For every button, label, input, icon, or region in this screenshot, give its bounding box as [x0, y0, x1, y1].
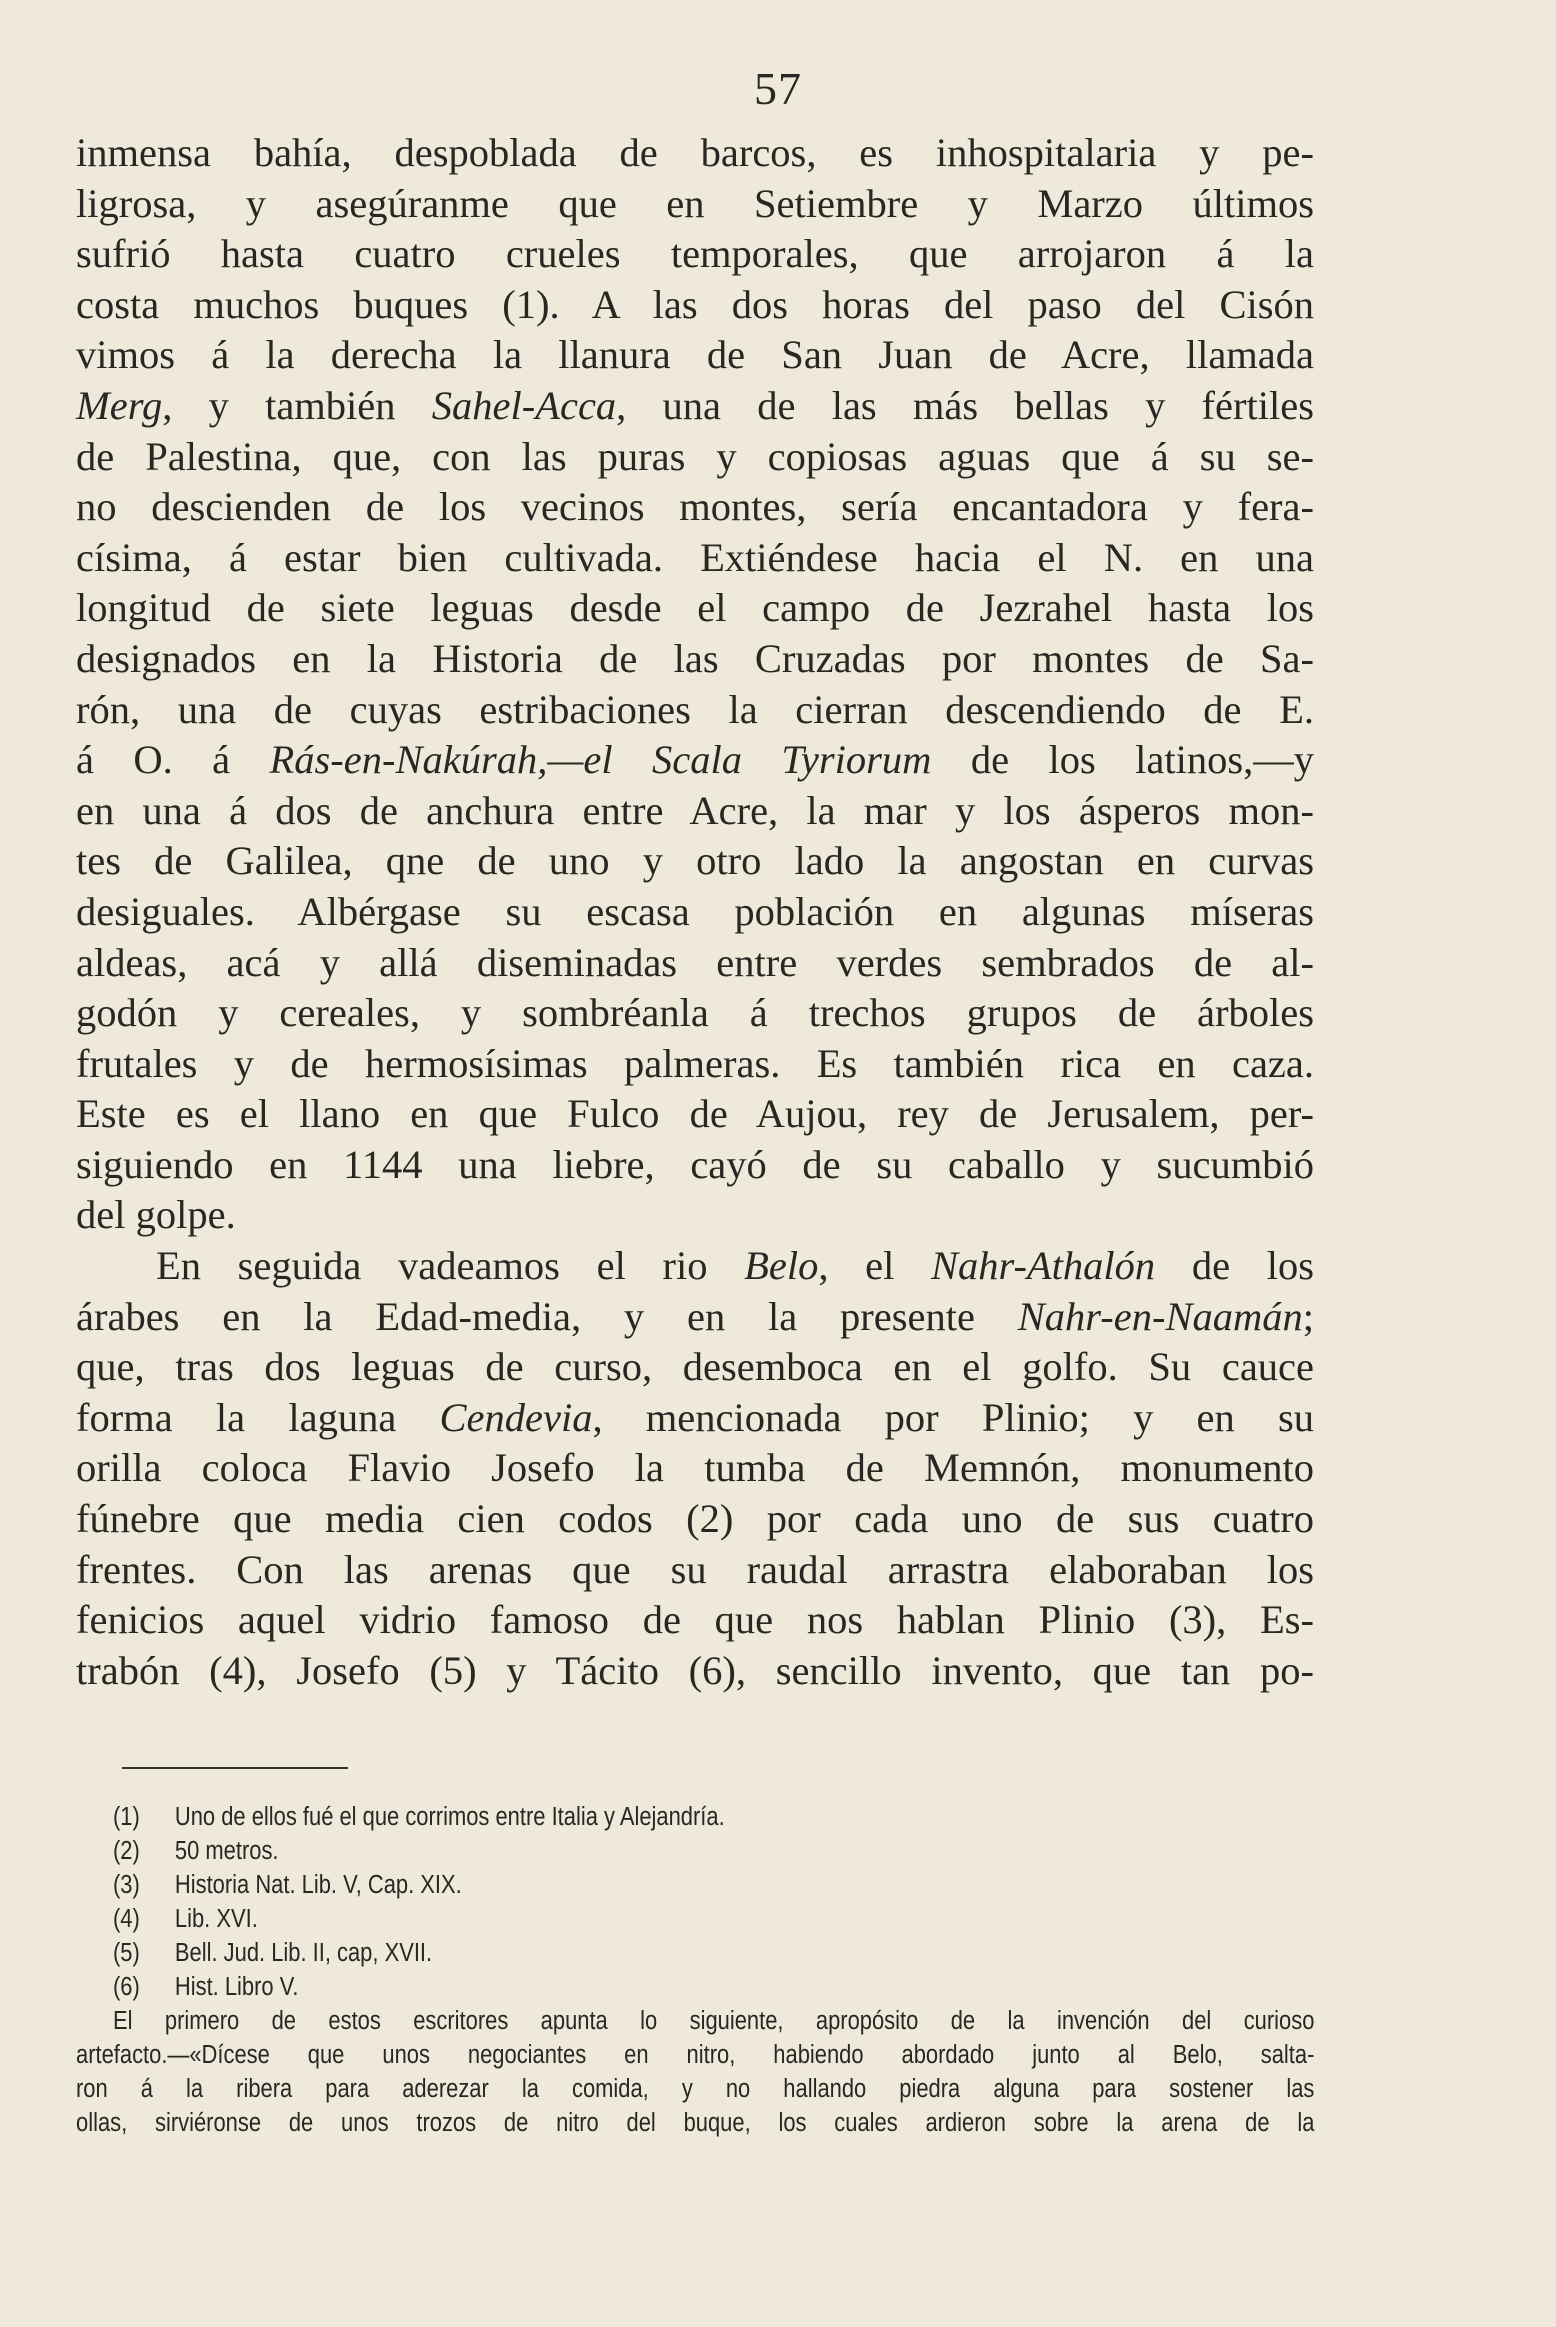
- italic-term: Belo: [744, 1243, 819, 1289]
- text-line: no descienden de los vecinos montes, sería encantadora y fera-: [76, 484, 1314, 530]
- text-line: [76, 1241, 1314, 1292]
- text-line: del golpe.: [76, 1192, 236, 1238]
- text-line: vimos á la derecha la llanura de San Juan de Acre, llamada: [76, 332, 1314, 378]
- text-line: frentes. Con las arenas que su raudal arrastra elaboraban los: [76, 1546, 1314, 1592]
- body-text: [76, 128, 1314, 1696]
- text-segment: , y también: [162, 382, 432, 428]
- footnote-text: Lib. XVI.: [174, 1905, 258, 1933]
- footnote-text: Hist. Libro V.: [174, 1973, 299, 2001]
- note-line: ollas, sirviéronse de unos trozos de nitro del buque, los cuales ardieron sobre la arena de la: [76, 2109, 1315, 2137]
- text-line: trabón (4), Josefo (5) y Tácito (6), sencillo invento, que tan po-: [76, 1647, 1314, 1693]
- footnote-number: (5): [112, 1939, 140, 1967]
- italic-term: Cendevia: [439, 1394, 593, 1440]
- note-line: artefacto.—«Dícese que unos negociantes en nitro, habiendo abordado junto al Belo, salta-: [76, 2041, 1315, 2069]
- text-line: ligrosa, y asegúranme que en Setiembre y Marzo últimos: [76, 180, 1314, 226]
- text-line: costa muchos buques (1). A las dos horas del paso del Cisón: [76, 281, 1314, 327]
- text-line: que, tras dos leguas de curso, desemboca en el golfo. Su cauce: [76, 1344, 1314, 1390]
- italic-term: Sahel-Acca: [431, 382, 617, 428]
- text-segment: forma la laguna: [76, 1394, 440, 1440]
- text-line: frutales y de hermosísimas palmeras. Es también rica en caza.: [76, 1040, 1314, 1086]
- text-segment: árabes en la Edad-media, y en la presente: [76, 1293, 1018, 1339]
- footnote: [76, 1936, 1141, 1970]
- footnote: [76, 1868, 1141, 1902]
- footnote-number: (4): [112, 1905, 140, 1933]
- italic-term: Nahr-Athalón: [930, 1243, 1156, 1289]
- footnote-divider: [122, 1767, 348, 1769]
- text-line: designados en la Historia de las Cruzadas por montes de Sa-: [76, 635, 1314, 681]
- text-line: siguiendo en 1144 una liebre, cayó de su caballo y sucumbió: [76, 1141, 1314, 1187]
- text-line: desiguales. Albérgase su escasa población en algunas míseras: [76, 888, 1314, 934]
- note-line: ron á la ribera para aderezar la comida, y no hallando piedra alguna para sostener las: [76, 2075, 1315, 2103]
- text-line: inmensa bahía, despoblada de barcos, es inhospitalaria y pe-: [76, 130, 1314, 175]
- text-line: Este es el llano en que Fulco de Aujou, rey de Jerusalem, per-: [76, 1091, 1314, 1137]
- footnote: [76, 1800, 1141, 1834]
- text-line: aldeas, acá y allá diseminadas entre verdes sembrados de al-: [76, 939, 1314, 985]
- footnotes: [76, 1800, 1315, 2140]
- text-segment: , una de las más bellas y fértiles: [616, 382, 1314, 428]
- text-line: sufrió hasta cuatro crueles temporales, que arrojaron á la: [76, 231, 1314, 277]
- footnote: [76, 1970, 1141, 2004]
- footnote-text: Uno de ellos fué el que corrimos entre Italia y Alejandría.: [174, 1803, 725, 1831]
- text-segment: ;: [1302, 1293, 1314, 1339]
- text-line: [76, 735, 1314, 786]
- text-line: longitud de siete leguas desde el campo de Jezrahel hasta los: [76, 585, 1314, 631]
- text-segment: En seguida vadeamos el rio: [156, 1243, 745, 1289]
- text-segment: de los latinos,—y: [931, 737, 1314, 783]
- note-line: El primero de estos escritores apunta lo siguiente, apropósito de la invención del curioso: [112, 2007, 1315, 2035]
- footnote-text: 50 metros.: [174, 1837, 279, 1865]
- text-segment: á O. á: [76, 737, 270, 783]
- text-line: [76, 1292, 1314, 1343]
- text-line: de Palestina, que, con las puras y copiosas aguas que á su se-: [76, 433, 1314, 479]
- text-line: fenicios aquel vidrio famoso de que nos hablan Plinio (3), Es-: [76, 1597, 1314, 1643]
- footnote-number: (3): [112, 1871, 140, 1899]
- footnote-number: (1): [112, 1803, 140, 1831]
- text-segment: , el: [818, 1243, 931, 1289]
- footnote-text: Historia Nat. Lib. V, Cap. XIX.: [174, 1871, 462, 1899]
- text-line: fúnebre que media cien codos (2) por cada uno de sus cuatro: [76, 1496, 1314, 1542]
- text-line: [76, 1393, 1314, 1444]
- page-number: 57: [754, 63, 802, 114]
- text-line: císima, á estar bien cultivada. Extiéndese hacia el N. en una: [76, 534, 1314, 580]
- text-line: rón, una de cuyas estribaciones la cierran descendiendo de E.: [76, 686, 1314, 732]
- text-line: godón y cereales, y sombréanla á trechos grupos de árboles: [76, 990, 1314, 1036]
- footnote: [76, 1834, 1141, 1868]
- footnote-number: (2): [112, 1837, 140, 1865]
- text-line: orilla coloca Flavio Josefo la tumba de Memnón, monumento: [76, 1445, 1314, 1491]
- footnote-number: (6): [112, 1973, 140, 2001]
- footnote: [76, 1902, 1141, 1936]
- text-line: [76, 381, 1314, 432]
- text-segment: , mencionada por Plinio; y en su: [592, 1394, 1314, 1440]
- text-line: tes de Galilea, qne de uno y otro lado la angostan en curvas: [76, 838, 1314, 884]
- footnote-text: Bell. Jud. Lib. II, cap, XVII.: [174, 1939, 433, 1967]
- italic-term: Merg: [76, 382, 163, 428]
- text-line: en una á dos de anchura entre Acre, la mar y los ásperos mon-: [76, 787, 1314, 833]
- text-segment: de los: [1155, 1243, 1314, 1289]
- italic-term: Rás-en-Nakúrah,—el Scala Tyriorum: [269, 737, 932, 783]
- italic-term: Nahr-en-Naamán: [1017, 1293, 1303, 1339]
